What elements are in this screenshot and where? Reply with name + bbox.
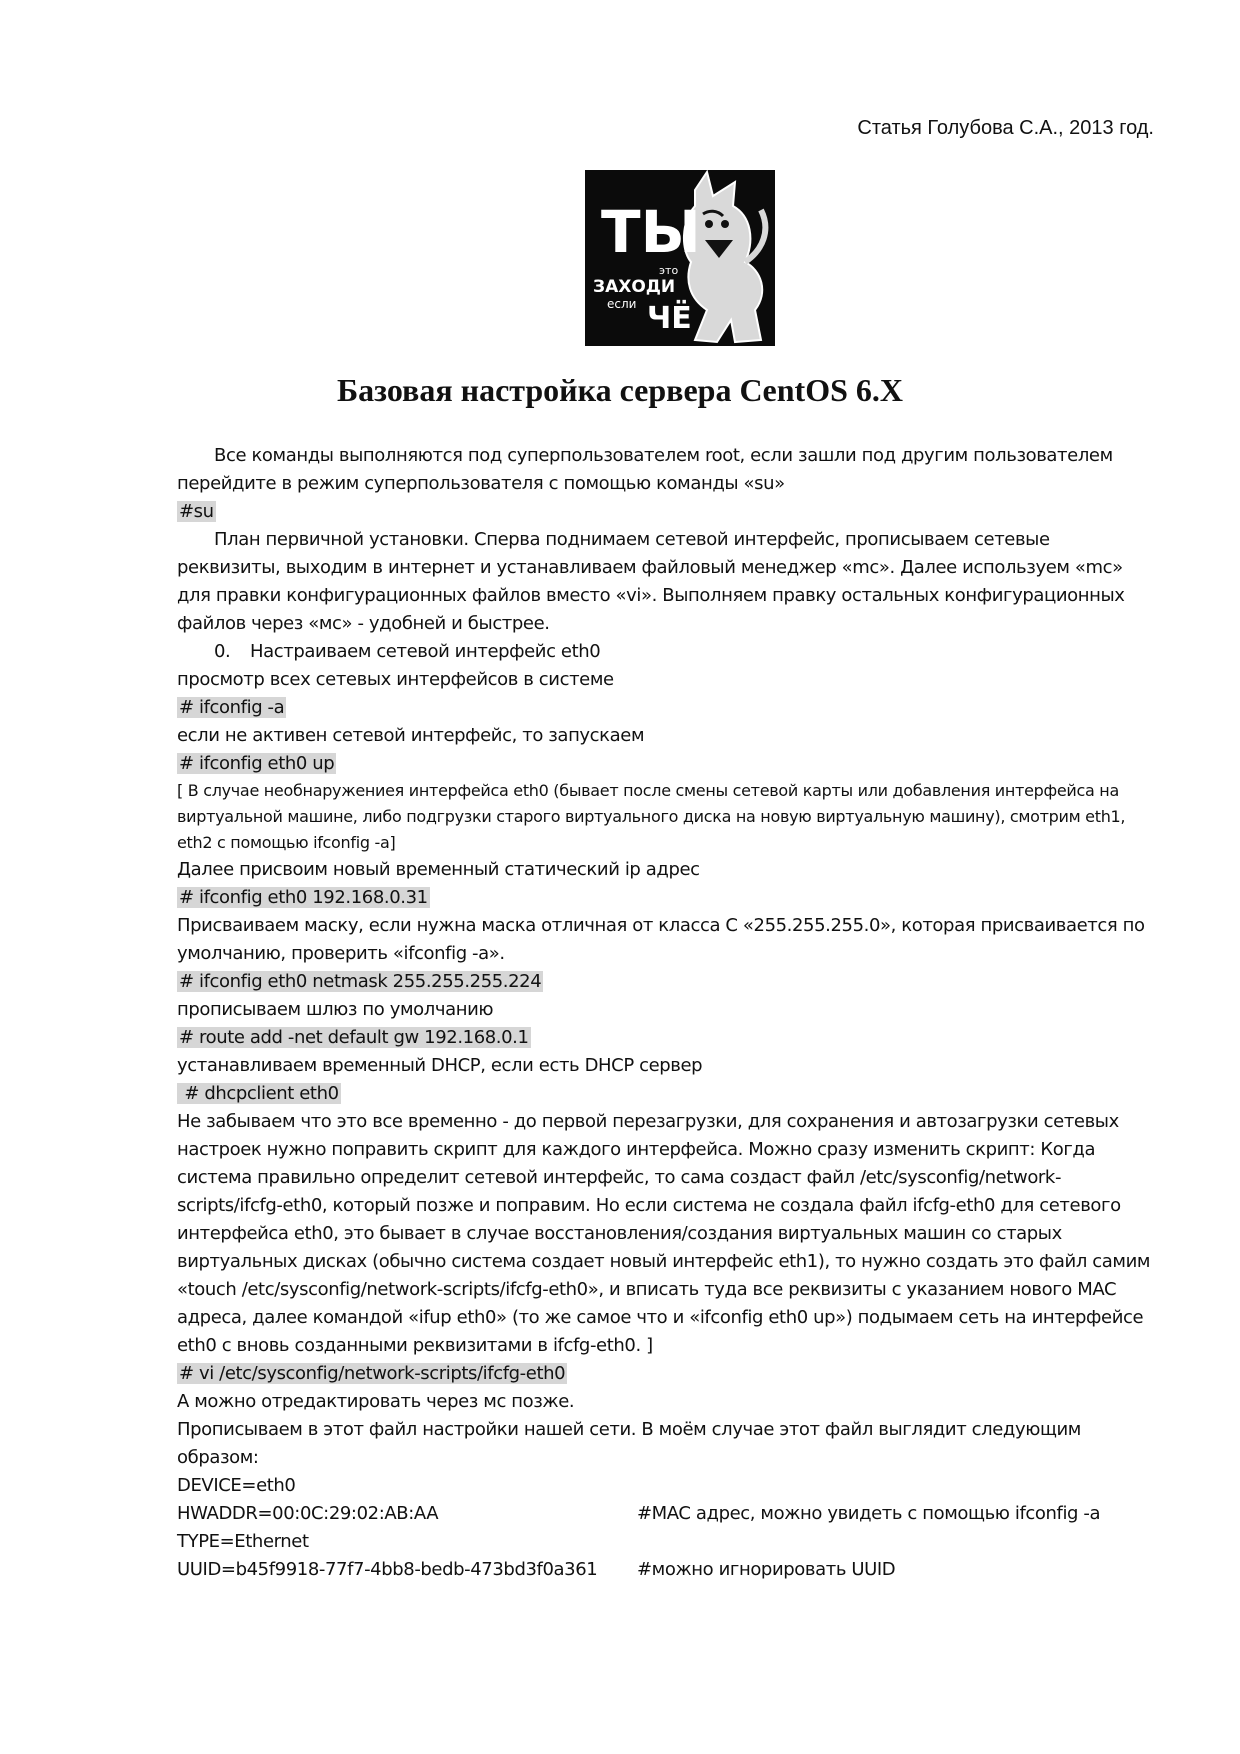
- command-block: # ifconfig eth0 up: [179, 753, 335, 774]
- command-block: # route add -net default gw 192.168.0.1: [179, 1027, 529, 1048]
- config-key: TYPE=Ethernet: [177, 1531, 309, 1552]
- command-block: # vi /etc/sysconfig/network-scripts/ifcfg-eth0: [179, 1363, 566, 1384]
- numbered-item: [177, 638, 1157, 666]
- paragraph: устанавливаем временный DHCP, если есть DHCP сервер: [177, 1055, 703, 1076]
- paragraph: Присваиваем маску, если нужна маска отличная от класса С «255.255.255.0», которая присваивается по умолчанию, проверить «ifconfig -a».: [177, 915, 1145, 964]
- svg-text:это: это: [659, 264, 679, 277]
- config-line: [177, 1556, 1157, 1584]
- command-block: # ifconfig -a: [179, 697, 285, 718]
- paragraph: просмотр всех сетевых интерфейсов в системе: [177, 669, 614, 690]
- paragraph: Не забываем что это все временно - до первой перезагрузки, для сохранения и автозагрузки сетевых настроек нужно поправить скрипт для каждого интерфейса. Можно сразу изменить скрипт: Когда система правильно определит сетевой интерфейс, то сама создаст файл /etc/sysconfig/network-scripts/ifcfg-eth0, который позже и поправим. Но если система не создала файл ifcfg-eth0 для сетевого интерфейса eth0, это бывает в случае восстановления/создания виртуальных машин со старых виртуальных дисках (обычно система создает новый интерфейс eth1), то нужно создать это файл самим «touch /etc/sysconfig/network-scripts/ifcfg-eth0», и вписать туда все реквизиты с указанием нового MAC адреса, далее командой «ifup eth0» (то же самое что и «ifconfig eth0 up») подымаем сеть на интерфейсе eth0 с вновь созданными реквизитами в ifcfg-eth0. ]: [177, 1111, 1151, 1356]
- command-block: # ifconfig eth0 192.168.0.31: [179, 887, 428, 908]
- paragraph: А можно отредактировать через мс позже.: [177, 1391, 575, 1412]
- paragraph: Прописываем в этот файл настройки нашей сети. В моём случае этот файл выглядит следующим образом:: [177, 1419, 1081, 1468]
- author-byline: Статья Голубова С.А., 2013 год.: [857, 117, 1154, 139]
- config-comment: #можно игнорировать UUID: [637, 1559, 896, 1580]
- cat-logo-image: [585, 170, 775, 346]
- config-key: DEVICE=eth0: [177, 1475, 296, 1496]
- svg-text:если: если: [607, 297, 637, 311]
- svg-text:ЗАХОДИ: ЗАХОДИ: [593, 277, 676, 297]
- note: [ В случае необнаружениея интерфейса eth0 (бывает после смены сетевой карты или добавления интерфейса на виртуальной машине, либо подгрузки старого виртуального диска на новую виртуальную машину), смотрим eth1, eth2 с помощью ifconfig -a]: [177, 781, 1126, 852]
- paragraph: прописываем шлюз по умолчанию: [177, 999, 494, 1020]
- paragraph: если не активен сетевой интерфейс, то запускаем: [177, 725, 645, 746]
- page-title: Базовая настройка сервера CentOS 6.X: [337, 372, 903, 408]
- command-block: # ifconfig eth0 netmask 255.255.255.224: [179, 971, 542, 992]
- item-number: 0.: [214, 641, 231, 662]
- item-text: Настраиваем сетевой интерфейс eth0: [250, 641, 601, 662]
- paragraph: Все команды выполняются под суперпользователем root, если зашли под другим пользователем перейдите в режим суперпользователя с помощью команды «su»: [177, 445, 1113, 494]
- config-comment: #MAC адрес, можно увидеть с помощью ifconfig -a: [637, 1503, 1101, 1524]
- command-block: # dhcpclient eth0: [179, 1083, 339, 1104]
- config-key: UUID=b45f9918-77f7-4bb8-bedb-473bd3f0a361: [177, 1559, 598, 1580]
- svg-text:ЧЁ: ЧЁ: [647, 301, 692, 336]
- command-block: #su: [179, 501, 214, 522]
- config-line: [177, 1528, 1157, 1556]
- config-line: [177, 1500, 1157, 1528]
- config-line: [177, 1472, 1157, 1500]
- article-body: [177, 442, 1157, 1584]
- svg-text:ТЫ: ТЫ: [601, 198, 701, 266]
- paragraph: План первичной установки. Сперва поднимаем сетевой интерфейс, прописываем сетевые реквизиты, выходим в интернет и устанавливаем файловый менеджер «mc». Далее используем «mc» для правки конфигурационных файлов вместо «vi». Выполняем правку остальных конфигурационных файлов через «мс» - удобней и быстрее.: [177, 529, 1125, 634]
- paragraph: Далее присвоим новый временный статический ip адрес: [177, 859, 700, 880]
- config-key: HWADDR=00:0C:29:02:AB:AA: [177, 1503, 439, 1524]
